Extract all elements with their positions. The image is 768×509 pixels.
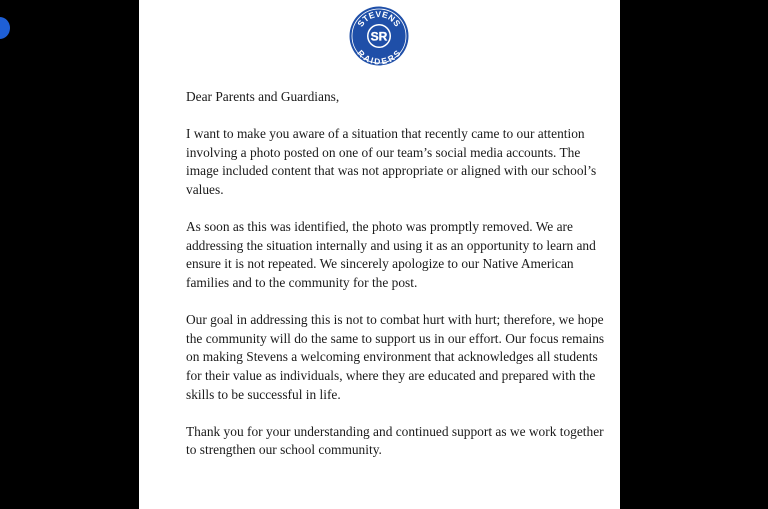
greeting: Dear Parents and Guardians,: [186, 89, 340, 104]
letter-body: [186, 88, 606, 478]
logo-bottom-text: RAIDERS: [355, 47, 403, 66]
paragraph-2: As soon as this was identified, the photo was promptly removed. We are addressing the situation internally and using it as an opportunity to learn and ensure it is not repeated. We sincerely apologize to our Native American families and to the community for the post.: [186, 219, 596, 290]
paragraph-4: Thank you for your understanding and continued support as we work together to strengthen our school community.: [186, 423, 604, 458]
letter-page: [139, 0, 620, 509]
stevens-raiders-logo: [349, 6, 409, 66]
logo-monogram: SR: [370, 29, 388, 44]
logo-top-text: STEVENS: [355, 8, 403, 29]
edge-indicator: [0, 17, 10, 39]
paragraph-1: I want to make you aware of a situation that recently came to our attention involving a photo posted on one of our team’s social media accounts. The image included content that was not appropriate or aligned with our school’s values.: [186, 126, 597, 197]
paragraph-3: Our goal in addressing this is not to combat hurt with hurt; therefore, we hope the community will do the same to support us in our effort. Our focus remains on making Stevens a welcoming environment that acknowledges all students for their value as individuals, where they are educated and prepared with the skills to be successful in life.: [186, 312, 605, 402]
